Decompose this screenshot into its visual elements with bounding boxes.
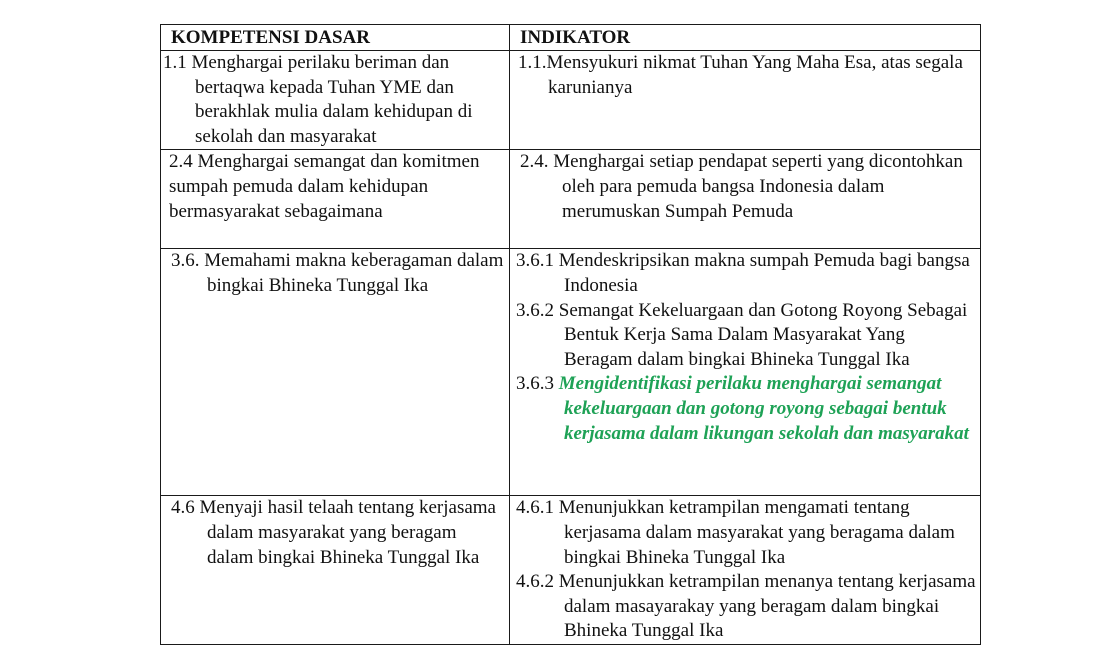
indicator-number: 3.6.3	[516, 373, 554, 395]
header-indikator: INDIKATOR	[510, 25, 981, 51]
indicator-item	[520, 150, 976, 224]
indicator-text: Mendeskripsikan makna sumpah Pemuda bagi bangsa Indonesia	[558, 250, 970, 296]
indicator-item-highlighted	[516, 372, 976, 446]
kd-cell	[161, 249, 510, 496]
indicator-number: 3.6.1	[516, 250, 554, 272]
indicator-item	[516, 249, 976, 298]
table-row	[161, 51, 981, 150]
indikator-cell	[510, 249, 981, 496]
indicator-text: Menunjukkan ketrampilan mengamati tentang kerjasama dalam masyarakat yang beragama dalam bingkai Bhineka Tunggal Ika	[558, 497, 955, 568]
kd-number: 1.1	[163, 52, 187, 73]
indicator-text: Menunjukkan ketrampilan menanya tentang kerjasama dalam masayarakay yang beragam dalam bingkai Bhineka Tunggal Ika	[558, 571, 976, 642]
indicator-text-highlighted: Mengidentifikasi perilaku menghargai semangat kekeluargaan dan gotong royong sebagai bentuk kerjasama dalam likungan sekolah dan masyarakat	[558, 373, 969, 444]
kd-item	[171, 249, 505, 298]
indicator-number: 2.4.	[520, 151, 549, 173]
kd-item	[163, 51, 505, 149]
table-row	[161, 496, 981, 645]
kd-number: 2.4	[169, 151, 193, 173]
kd-cell	[161, 150, 510, 249]
header-kompetensi-dasar: KOMPETENSI DASAR	[161, 25, 510, 51]
document-page	[160, 24, 980, 664]
kd-text: Memahami makna keberagaman dalam bingkai Bhineka Tunggal Ika	[204, 250, 504, 296]
competency-table	[160, 24, 981, 645]
indicator-number: 1.1.	[518, 52, 547, 73]
indicator-text: Semangat Kekeluargaan dan Gotong Royong Sebagai Bentuk Kerja Sama Dalam Masyarakat Yang Beragam dalam bingkai Bhineka Tunggal Ika	[558, 299, 968, 370]
kd-item	[169, 150, 505, 224]
indicator-item	[518, 51, 976, 100]
indicator-number: 4.6.1	[516, 497, 554, 519]
kd-cell	[161, 51, 510, 150]
indicator-item	[516, 299, 976, 373]
table-header-row	[161, 25, 981, 51]
indicator-item	[516, 570, 976, 644]
indicator-text: Mensyukuri nikmat Tuhan Yang Maha Esa, atas segala karunianya	[546, 52, 963, 98]
table-row	[161, 150, 981, 249]
indicator-text: Menghargai setiap pendapat seperti yang dicontohkan oleh para pemuda bangsa Indonesia dalam merumuskan Sumpah Pemuda	[553, 151, 963, 222]
table-row	[161, 249, 981, 496]
kd-text: Menghargai perilaku beriman dan bertaqwa kepada Tuhan YME dan berakhlak mulia dalam kehidupan di sekolah dan masyarakat	[191, 52, 473, 147]
kd-item	[171, 496, 505, 570]
kd-number: 4.6	[171, 497, 195, 519]
kd-cell	[161, 496, 510, 645]
indicator-number: 4.6.2	[516, 571, 554, 593]
indikator-cell	[510, 51, 981, 150]
kd-number: 3.6.	[171, 250, 200, 272]
indicator-item	[516, 496, 976, 570]
kd-text: Menyaji hasil telaah tentang kerjasama dalam masyarakat yang beragam dalam bingkai Bhineka Tunggal Ika	[199, 497, 496, 568]
indikator-cell	[510, 496, 981, 645]
indicator-number: 3.6.2	[516, 299, 554, 321]
indikator-cell	[510, 150, 981, 249]
kd-text: Menghargai semangat dan komitmen sumpah pemuda dalam kehidupan bermasyarakat sebagaimana	[169, 151, 480, 222]
